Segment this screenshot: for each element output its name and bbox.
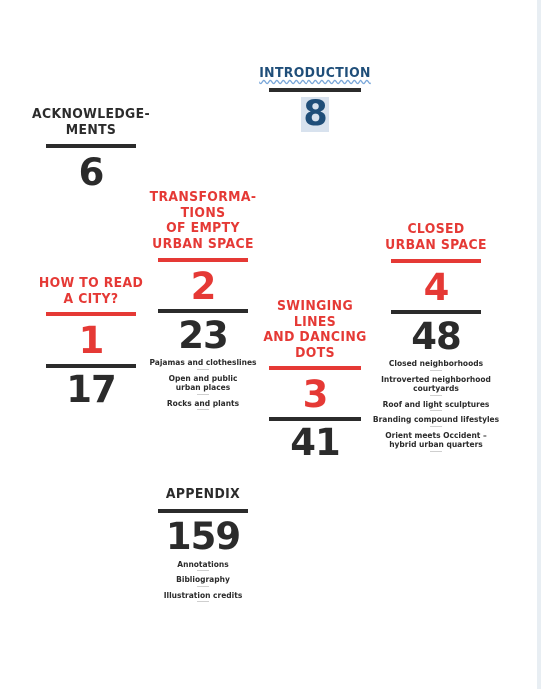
page-edge xyxy=(537,0,541,689)
chapter-4-rule xyxy=(391,259,481,263)
toc-chapter-4[interactable] xyxy=(369,222,503,456)
toc-acknowledgements[interactable] xyxy=(25,106,157,194)
acknowledgements-rule xyxy=(46,144,136,148)
section-item[interactable]: Branding compound lifestyles xyxy=(372,415,500,424)
chapter-4-page: 48 xyxy=(411,315,461,358)
section-item[interactable]: Rocks and plants xyxy=(166,398,240,408)
section-item[interactable]: hybrid urban quarters xyxy=(389,440,483,449)
chapter-4-sections xyxy=(369,359,503,452)
section-item[interactable]: Open and public xyxy=(168,373,238,383)
appendix-rule xyxy=(158,509,248,513)
section-item[interactable]: courtyards xyxy=(413,384,459,393)
section-item[interactable]: Roof and light sculptures xyxy=(382,399,490,409)
chapter-1-number: 1 xyxy=(78,319,104,362)
appendix-title: APPENDIX xyxy=(165,486,241,502)
toc-introduction[interactable] xyxy=(250,66,380,132)
chapter-4-number: 4 xyxy=(423,266,449,309)
introduction-rule xyxy=(269,88,361,92)
toc-chapter-2[interactable] xyxy=(138,190,268,414)
section-item[interactable]: Introverted neighborhood xyxy=(381,374,491,384)
introduction-page: 8 xyxy=(303,93,327,134)
section-item[interactable]: Bibliography xyxy=(176,575,230,584)
section-item[interactable]: urban places xyxy=(175,383,231,392)
chapter-3-title: SWINGING LINES AND DANCING DOTS xyxy=(263,298,367,361)
section-item[interactable]: Closed neighborhoods xyxy=(388,359,484,368)
section-item[interactable]: Orient meets Occident – xyxy=(385,430,487,440)
toc-appendix[interactable] xyxy=(138,487,268,606)
toc-chapter-3[interactable] xyxy=(252,298,378,464)
section-item[interactable]: Annotations xyxy=(177,559,229,569)
acknowledgements-title: ACKNOWLEDGE- MENTS xyxy=(32,106,150,138)
introduction-title: INTRODUCTION xyxy=(259,65,371,81)
section-item[interactable]: Illustration credits xyxy=(163,590,243,600)
section-item[interactable]: Pajamas and clotheslines xyxy=(149,358,257,367)
chapter-2-page-rule xyxy=(158,309,248,313)
chapter-2-sections xyxy=(138,358,268,410)
chapter-1-page: 17 xyxy=(66,368,116,411)
chapter-3-rule xyxy=(269,366,361,370)
chapter-3-page: 41 xyxy=(290,421,340,464)
chapter-1-rule xyxy=(46,312,136,316)
toc-chapter-1[interactable] xyxy=(28,275,154,411)
chapter-2-title: TRANSFORMA- TIONS OF EMPTY URBAN SPACE xyxy=(149,189,257,252)
chapter-1-title: HOW TO READ A CITY? xyxy=(38,275,144,307)
chapter-3-number: 3 xyxy=(302,373,328,416)
acknowledgements-page: 6 xyxy=(78,151,104,194)
chapter-4-page-rule xyxy=(391,310,481,314)
chapter-2-page: 23 xyxy=(178,314,228,357)
chapter-2-number: 2 xyxy=(190,265,216,308)
chapter-2-rule xyxy=(158,258,248,262)
appendix-page: 159 xyxy=(165,514,241,558)
appendix-sections xyxy=(138,560,268,603)
chapter-4-title: CLOSED URBAN SPACE xyxy=(385,221,487,253)
